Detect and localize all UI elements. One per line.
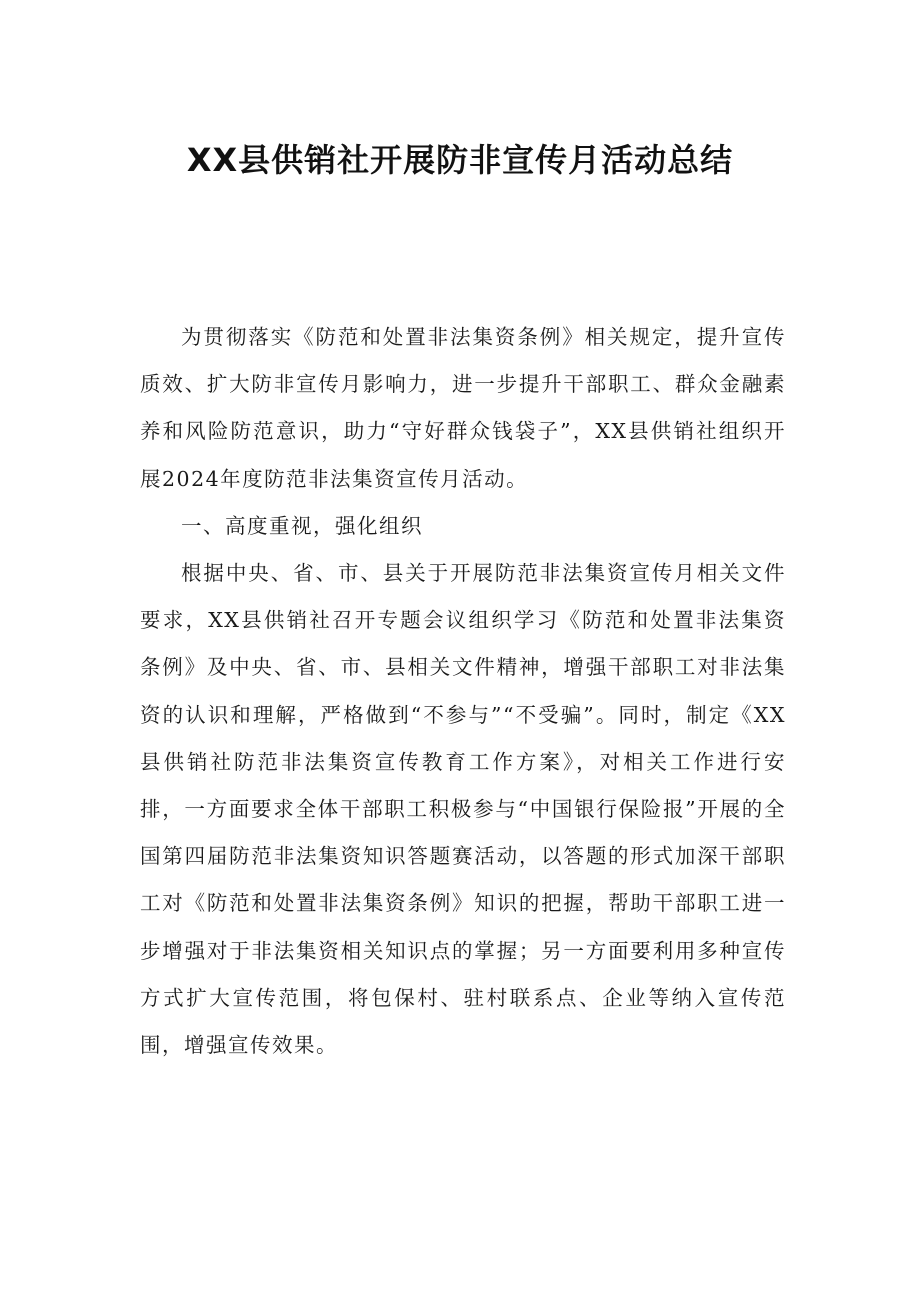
section-1-paragraph: 根据中央、省、市、县关于开展防范非法集资宣传月相关文件要求，XX县供销社召开专题会议组织学习《防范和处置非法集资条例》及中央、省、市、县相关文件精神，增强干部职工对非法集资的认识和理解，严格做到“不参与”“不受骗”。同时，制定《XX县供销社防范非法集资宣传教育工作方案》，对相关工作进行安排，一方面要求全体干部职工积极参与“中国银行保险报”开展的全国第四届防范非法集资知识答题赛活动，以答题的形式加深干部职工对《防范和处置非法集资条例》知识的把握，帮助干部职工进一步增强对于非法集资相关知识点的掌握；另一方面要利用多种宣传方式扩大宣传范围，将包保村、驻村联系点、企业等纳入宣传范围，增强宣传效果。 bbox=[140, 561, 786, 1058]
section-heading-1: 一、高度重视，强化组织 bbox=[181, 513, 423, 538]
intro-paragraph: 为贯彻落实《防范和处置非法集资条例》相关规定，提升宣传质效、扩大防非宣传月影响力，进一步提升干部职工、群众金融素养和风险防范意识，助力“守好群众钱袋子”，XX县供销社组织开展2024年度防范非法集资宣传月活动。 bbox=[140, 325, 786, 491]
document-body bbox=[140, 314, 786, 1069]
document-title: XX县供销社开展防非宣传月活动总结 bbox=[186, 141, 734, 179]
